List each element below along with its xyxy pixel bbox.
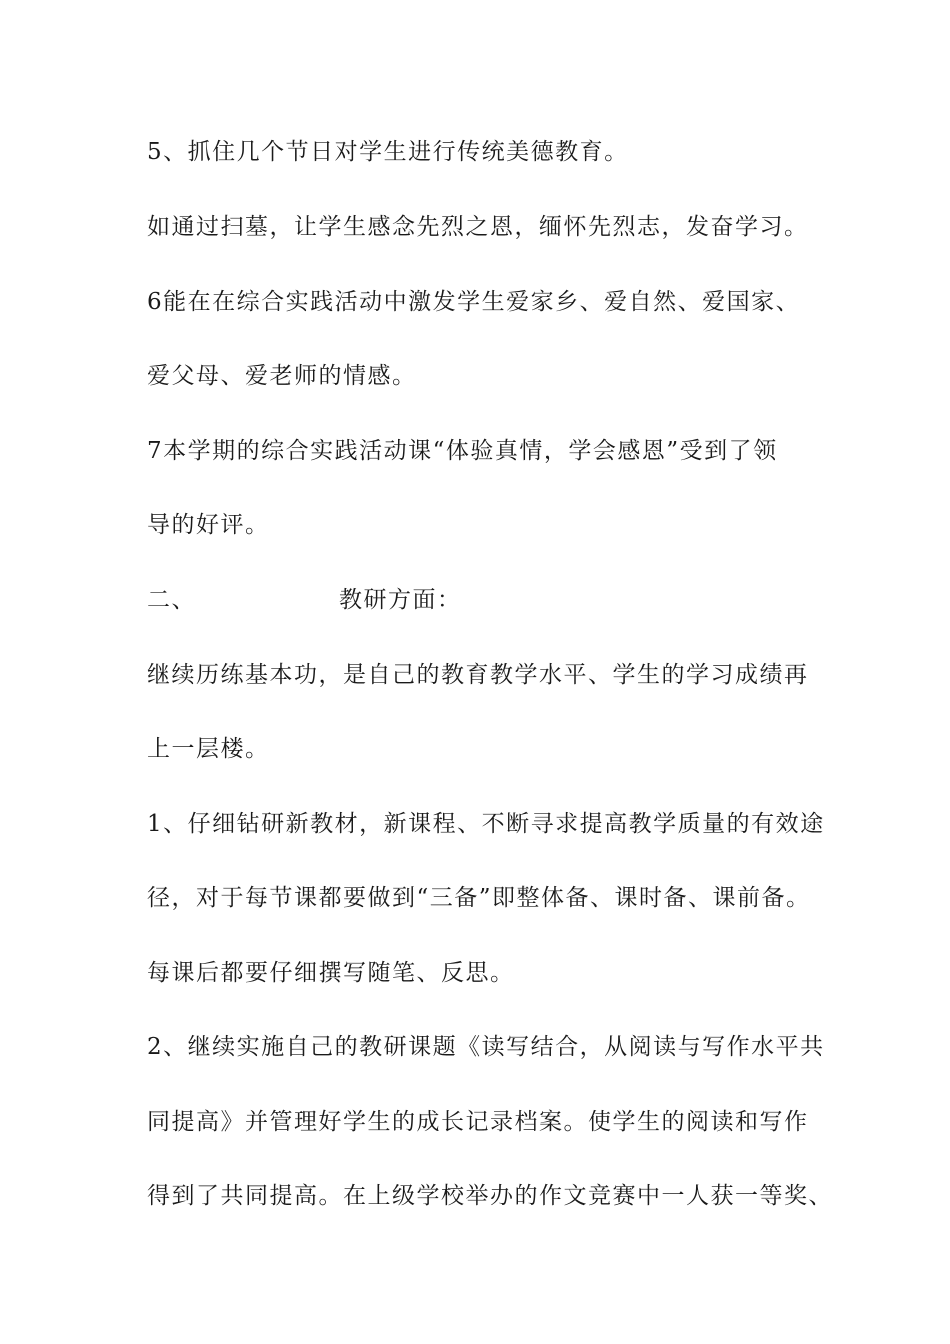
section-heading-number: 二、 — [147, 587, 196, 613]
paragraph-line: 每课后都要仔细撰写随笔、反思。 — [147, 960, 515, 986]
paragraph-line: 上一层楼。 — [147, 736, 270, 762]
paragraph-line: 5、抓住几个节日对学生进行传统美德教育。 — [147, 139, 629, 165]
paragraph-line: 径，对于每节课都要做到“三备”即整体备、课时备、课前备。 — [147, 885, 811, 911]
paragraph-line: 继续历练基本功，是自己的教育教学水平、学生的学习成绩再 — [147, 662, 809, 688]
paragraph-line: 6能在在综合实践活动中激发学生爱家乡、爱自然、爱国家、 — [147, 289, 801, 315]
paragraph-line: 爱父母、爱老师的情感。 — [147, 363, 417, 389]
paragraph-line: 得到了共同提高。在上级学校举办的作文竞赛中一人获一等奖、 — [147, 1183, 833, 1209]
section-heading-title: 教研方面： — [339, 587, 462, 613]
paragraph-line: 同提高》并管理好学生的成长记录档案。使学生的阅读和写作 — [147, 1109, 809, 1135]
paragraph-line: 2、继续实施自己的教研课题《读写结合，从阅读与写作水平共 — [147, 1034, 825, 1060]
paragraph-line: 如通过扫墓，让学生感念先烈之恩，缅怀先烈志，发奋学习。 — [147, 214, 809, 240]
paragraph-line: 7本学期的综合实践活动课“体验真情，学会感恩”受到了领 — [147, 438, 778, 464]
paragraph-line: 1、仔细钻研新教材，新课程、不断寻求提高教学质量的有效途 — [147, 811, 825, 837]
paragraph-line: 导的好评。 — [147, 512, 270, 538]
